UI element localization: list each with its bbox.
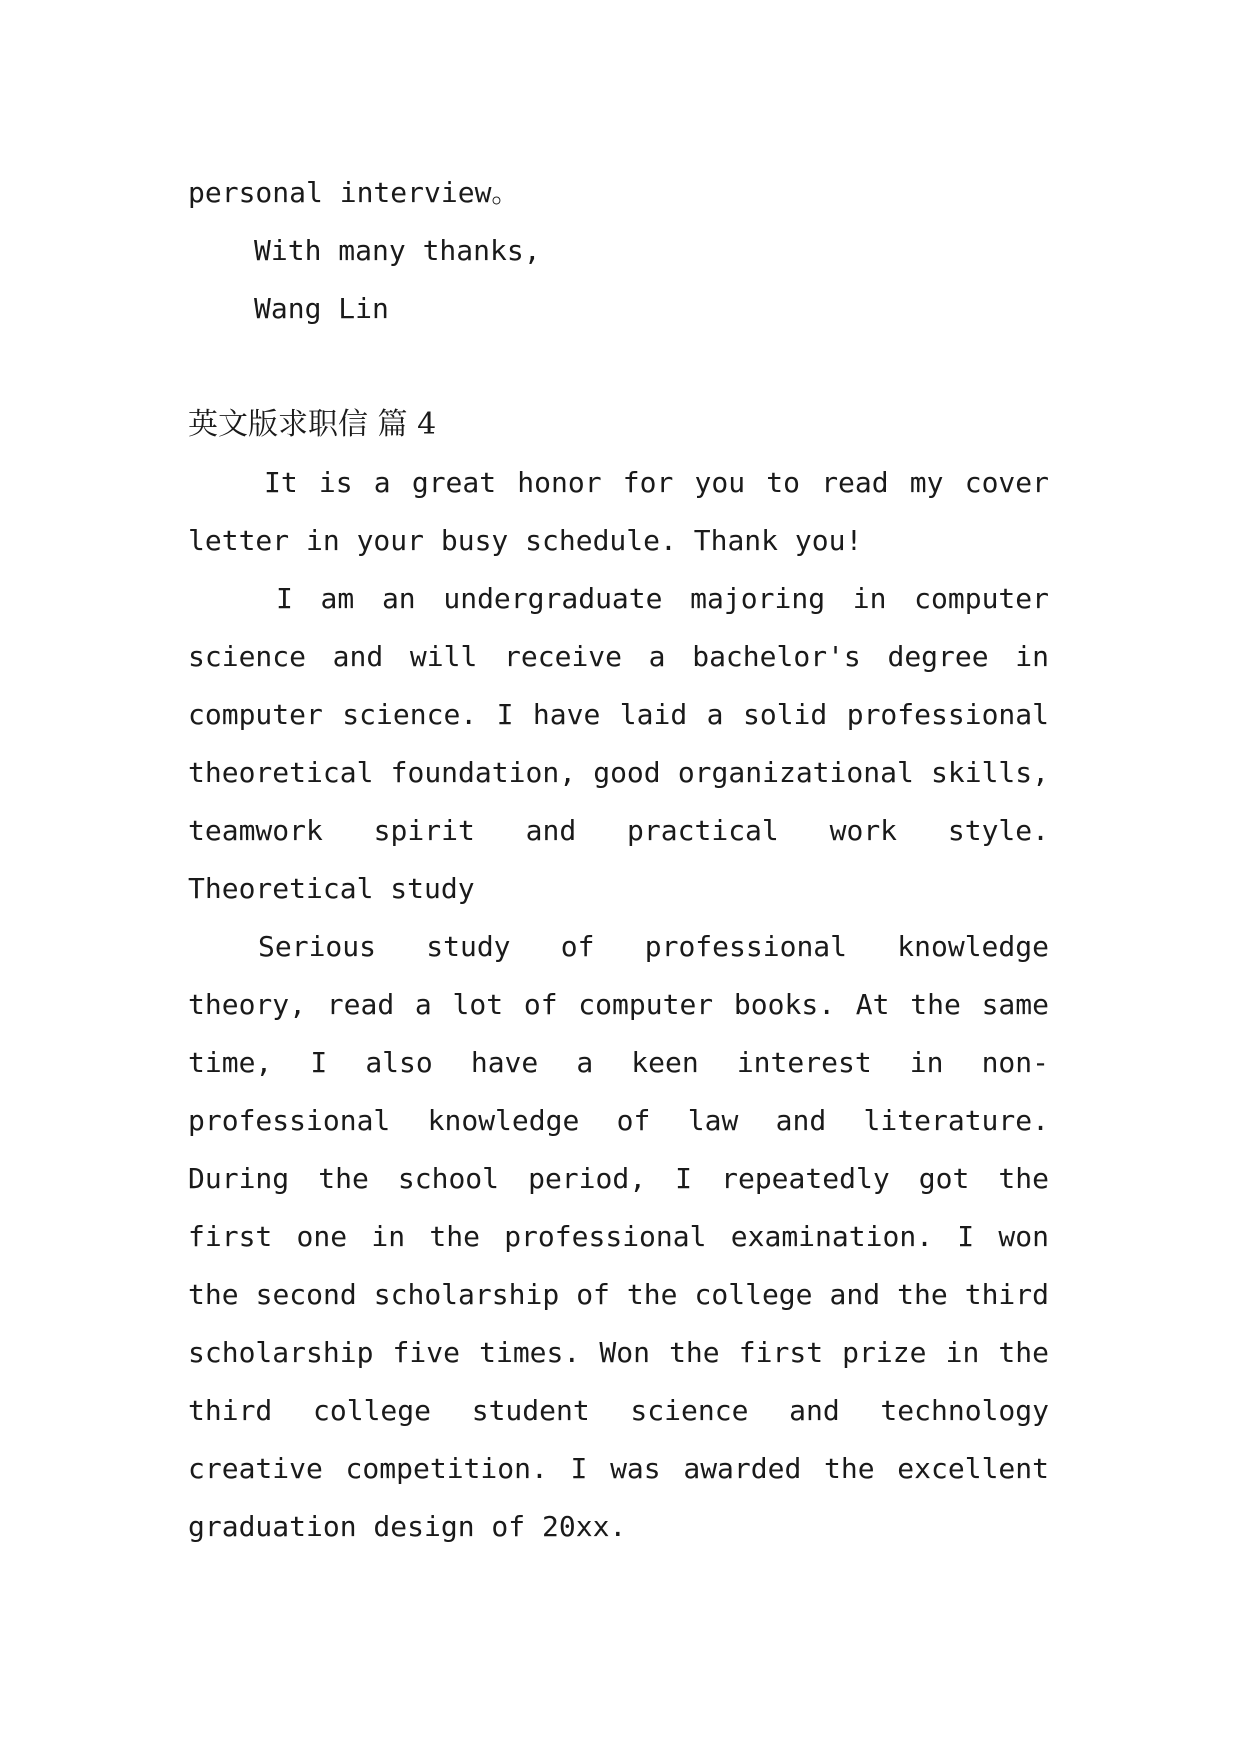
paragraph-intro: It is a great honor for you to read my cover letter in your busy schedule. Thank you! bbox=[188, 466, 1049, 557]
section-heading: 英文版求职信 篇 4 bbox=[188, 407, 437, 442]
document-page bbox=[188, 164, 1049, 1556]
paragraph-background: I am an undergraduate majoring in computer science and will receive a bachelor's degree in computer science. I have laid a solid professional theoretical foundation, good organizational skills, teamwork spirit and practical work style. Theoretical study bbox=[188, 582, 1049, 905]
signature: Wang Lin bbox=[254, 292, 389, 325]
paragraph-study: Serious study of professional knowledge theory, read a lot of computer books. At the same time, I also have a keen interest in non-professional knowledge of law and literature. During the school period, I repeatedly got the first one in the professional examination. I won the second scholarship of the college and the third scholarship five times. Won the first prize in the third college student science and technology creative competition. I was awarded the excellent graduation design of 20xx. bbox=[188, 930, 1049, 1543]
closing-line: personal interview。 bbox=[188, 176, 520, 209]
salutation: With many thanks, bbox=[254, 234, 541, 267]
